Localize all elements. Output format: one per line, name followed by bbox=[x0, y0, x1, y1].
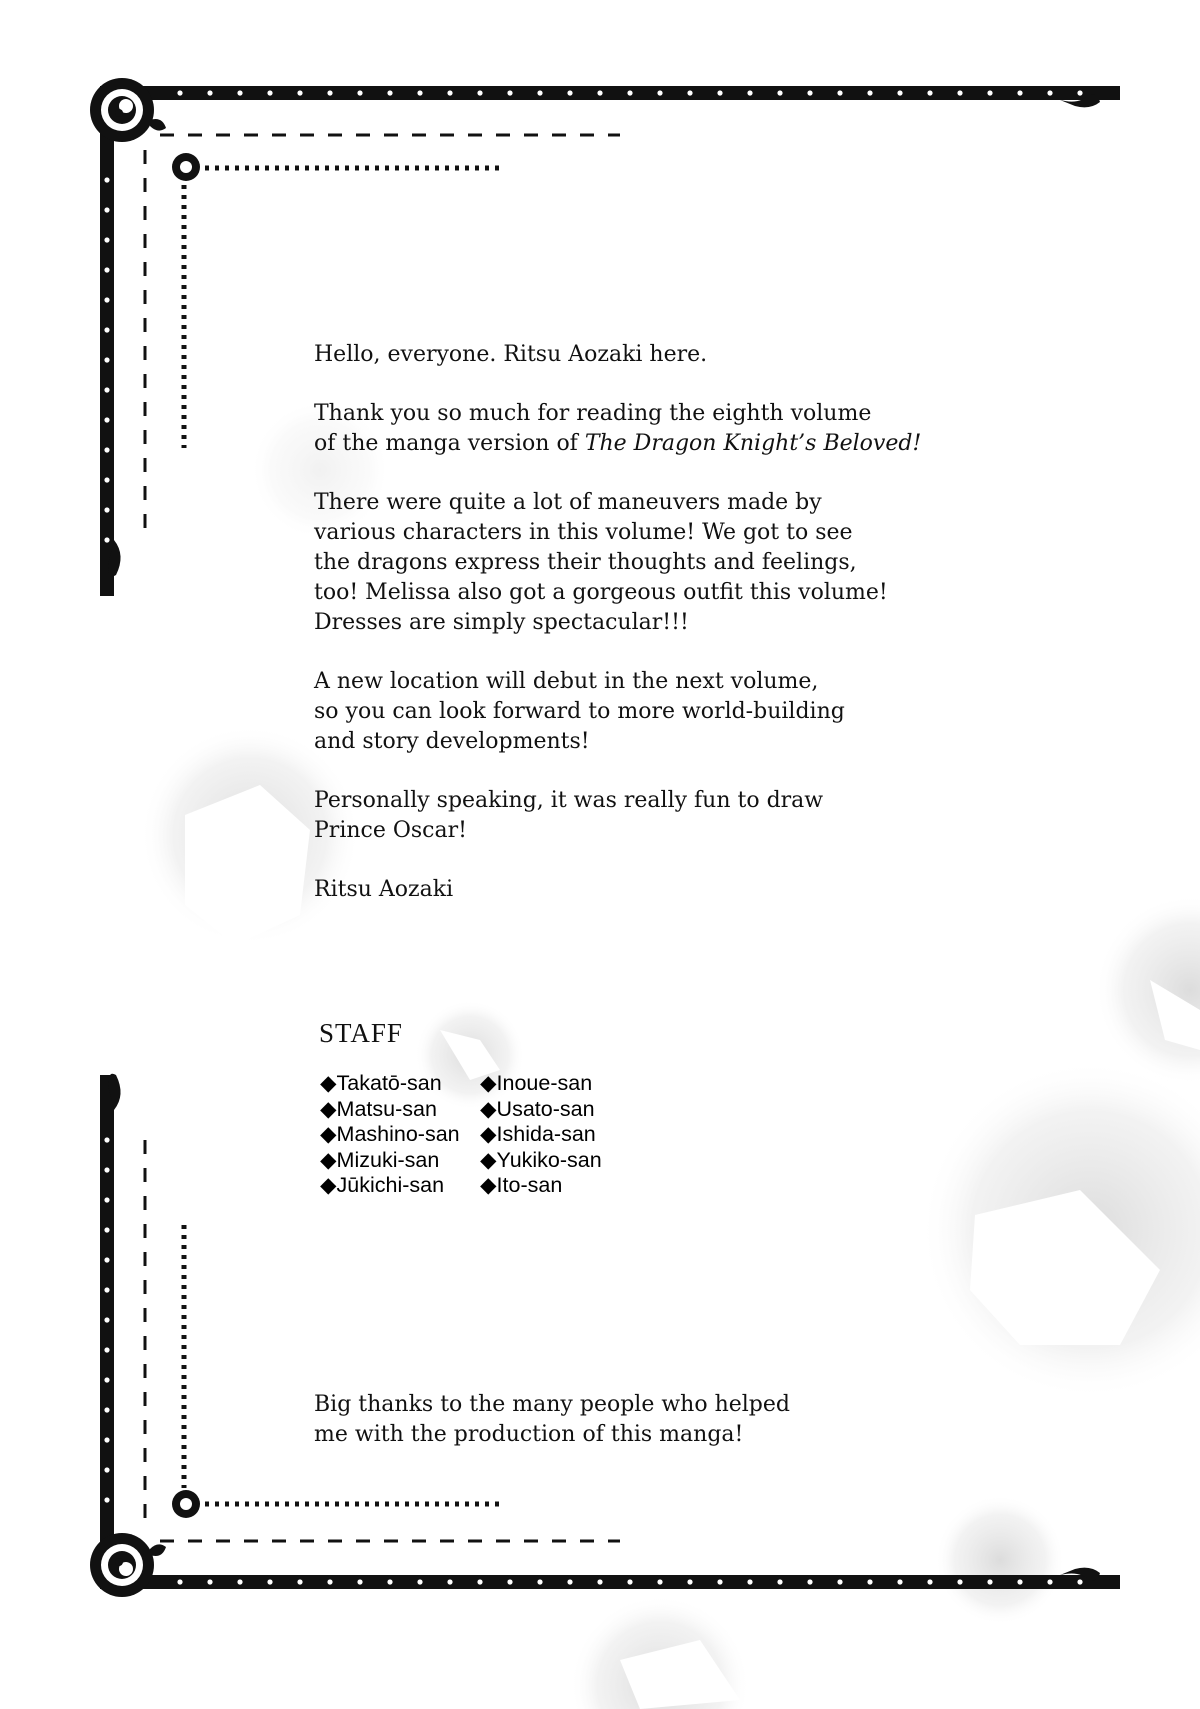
text-line: so you can look forward to more world-building bbox=[314, 699, 845, 724]
greeting-line: Hello, everyone. Ritsu Aozaki here. bbox=[314, 342, 708, 367]
signature-paragraph bbox=[314, 875, 954, 905]
staff-name: Matsu-san bbox=[336, 1096, 437, 1121]
staff-member bbox=[480, 1097, 602, 1123]
staff-name: Ito-san bbox=[496, 1173, 563, 1197]
text-line bbox=[314, 429, 954, 459]
text-line: various characters in this volume! We got to see bbox=[314, 520, 853, 545]
staff-member bbox=[320, 1173, 460, 1199]
text-line: me with the production of this manga! bbox=[314, 1422, 744, 1447]
personal-note-paragraph bbox=[314, 786, 954, 846]
text-fragment: of the manga version of bbox=[314, 431, 585, 456]
text-line: Dresses are simply spectacular!!! bbox=[314, 610, 689, 635]
text-line: A new location will debut in the next volume, bbox=[314, 669, 819, 694]
diamond-bullet-icon: ◆ bbox=[320, 1147, 337, 1172]
text-line: too! Melissa also got a gorgeous outfit this volume! bbox=[314, 580, 888, 605]
diamond-bullet-icon: ◆ bbox=[320, 1173, 337, 1197]
staff-member bbox=[480, 1071, 602, 1097]
staff-heading: STAFF bbox=[319, 1018, 403, 1048]
text-line: Thank you so much for reading the eighth volume bbox=[314, 401, 872, 426]
text-line: Prince Oscar! bbox=[314, 818, 467, 843]
staff-column-2 bbox=[480, 1071, 602, 1199]
volume-highlights-paragraph bbox=[314, 488, 954, 638]
staff-member bbox=[320, 1097, 460, 1123]
book-title: The Dragon Knight’s Beloved! bbox=[584, 431, 922, 456]
diamond-bullet-icon: ◆ bbox=[480, 1122, 497, 1146]
staff-name: Mashino-san bbox=[336, 1122, 460, 1146]
greeting-paragraph bbox=[314, 340, 954, 370]
thanks-reading-paragraph bbox=[314, 399, 954, 459]
staff-name: Mizuki-san bbox=[336, 1147, 440, 1172]
staff-member bbox=[320, 1122, 460, 1148]
text-line: Personally speaking, it was really fun to draw bbox=[314, 788, 824, 813]
diamond-bullet-icon: ◆ bbox=[320, 1122, 337, 1146]
staff-member bbox=[480, 1148, 602, 1174]
diamond-bullet-icon: ◆ bbox=[480, 1096, 497, 1121]
staff-name: Yukiko-san bbox=[496, 1147, 602, 1172]
staff-name: Usato-san bbox=[496, 1096, 595, 1121]
text-line: the dragons express their thoughts and feelings, bbox=[314, 550, 857, 575]
text-line: and story developments! bbox=[314, 729, 590, 754]
staff-member bbox=[320, 1148, 460, 1174]
staff-member bbox=[320, 1071, 460, 1097]
diamond-bullet-icon: ◆ bbox=[480, 1173, 497, 1197]
staff-name: Jūkichi-san bbox=[336, 1173, 445, 1197]
author-signature: Ritsu Aozaki bbox=[314, 877, 454, 902]
next-volume-paragraph bbox=[314, 667, 954, 757]
staff-member bbox=[480, 1122, 602, 1148]
text-line: There were quite a lot of maneuvers made by bbox=[314, 490, 822, 515]
staff-member bbox=[480, 1173, 602, 1199]
staff-column-1 bbox=[320, 1071, 460, 1199]
diamond-bullet-icon: ◆ bbox=[320, 1071, 337, 1095]
staff-name: Inoue-san bbox=[496, 1071, 593, 1095]
diamond-bullet-icon: ◆ bbox=[320, 1096, 337, 1121]
staff-name: Takatō-san bbox=[336, 1071, 442, 1095]
staff-name: Ishida-san bbox=[496, 1122, 596, 1146]
afterword-message bbox=[314, 340, 954, 934]
diamond-bullet-icon: ◆ bbox=[480, 1071, 497, 1095]
diamond-bullet-icon: ◆ bbox=[480, 1147, 497, 1172]
closing-thanks bbox=[314, 1390, 954, 1450]
text-line: Big thanks to the many people who helped bbox=[314, 1392, 790, 1417]
